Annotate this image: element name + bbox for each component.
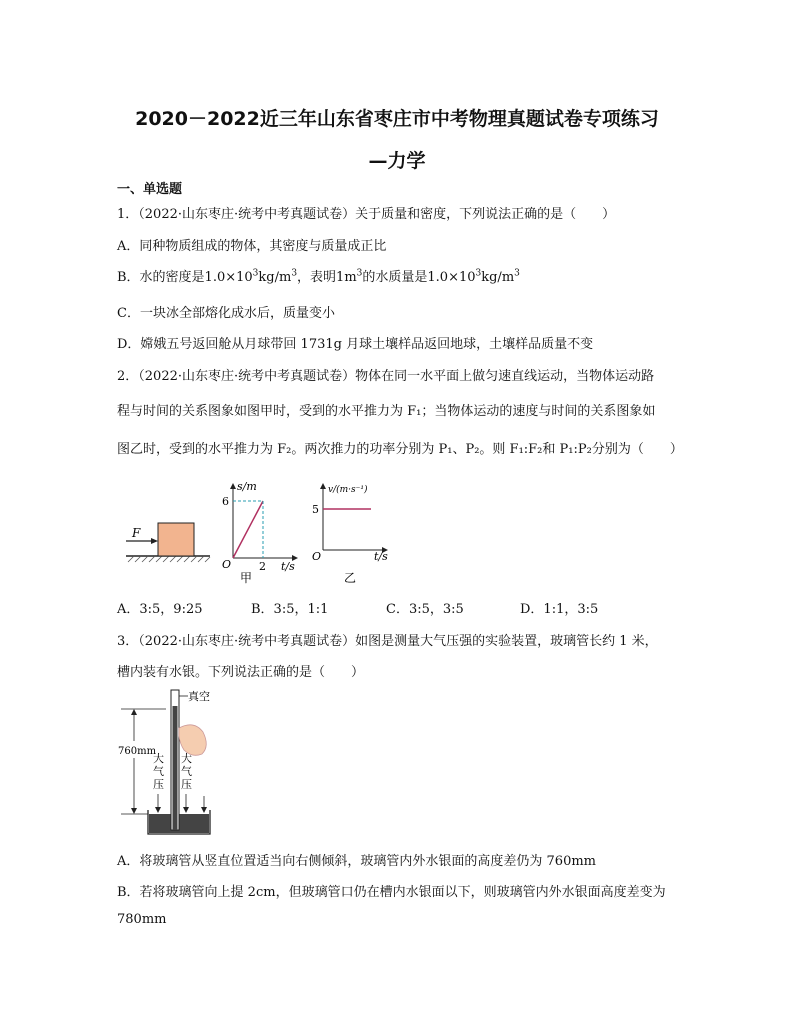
atm-label-right: 大气压: [181, 752, 192, 791]
q3-stem-line2: 槽内装有水银。下列说法正确的是（ ）: [117, 665, 365, 680]
q1-option-a: A．同种物质组成的物体，其密度与质量成正比: [117, 239, 387, 254]
q2-option-c: C．3:5，3:5: [386, 602, 464, 617]
q3-option-a: A．将玻璃管从竖直位置适当向右侧倾斜，玻璃管内外水银面的高度差仍为 760mm: [117, 854, 596, 869]
page-subtitle: —力学: [368, 150, 426, 172]
q1-option-b: B．水的密度是$1.0\times 10^3kg/m^3$，表明$1m^3$的水质量是$1.0\times 10^3kg/m^3$: [117, 268, 520, 285]
origin-a: O: [222, 558, 232, 571]
origin-b: O: [312, 550, 322, 563]
q2-stem-line2: 程与时间的关系图象如图甲时，受到的水平推力为 F₁；当物体运动的速度与时间的关系图象如: [117, 404, 656, 419]
atm-label-left: 大气压: [153, 752, 164, 791]
caption-yi: 乙: [344, 571, 357, 585]
q3-figure: [118, 686, 223, 838]
t-tick: 2: [259, 560, 266, 573]
vacuum-label: 真空: [188, 690, 210, 703]
q1-stem: 1．（2022·山东枣庄·统考中考真题试卷）关于质量和密度，下列说法正确的是（ ）: [117, 207, 616, 222]
q3-stem-line1: 3．（2022·山东枣庄·统考中考真题试卷）如图是测量大气压强的实验装置，玻璃管长约 1 米，: [117, 634, 658, 649]
t-axis-label-a: t/s: [281, 560, 295, 573]
caption-jia: 甲: [240, 571, 253, 585]
block: [158, 523, 194, 556]
q3-option-b-line1: B．若将玻璃管向上提 2cm，但玻璃管口仍在槽内水银面以下，则玻璃管内外水银面高度差变为: [117, 885, 666, 900]
s-t-graph: [222, 480, 298, 585]
t-axis-label-b: t/s: [374, 550, 388, 563]
s-tick: 6: [222, 495, 229, 508]
hand: [179, 725, 206, 756]
q1-option-c: C．一块冰全部熔化成水后，质量变小: [117, 306, 335, 321]
q3-option-b-line2: 780mm: [117, 912, 167, 927]
v-tick: 5: [312, 503, 319, 516]
v-t-graph: [312, 483, 388, 585]
q2-figure: [118, 478, 408, 586]
s-axis-label: s/m: [237, 480, 257, 493]
height-label: 760mm: [118, 746, 157, 757]
v-axis-label: v/(m·s⁻¹): [328, 485, 368, 495]
section-heading: 一、单选题: [117, 182, 183, 197]
q2-stem-line3: 图乙时，受到的水平推力为 F₂。两次推力的功率分别为 P₁、P₂。则 F₁:F₂和 P₁:P₂分别为（ ）: [117, 442, 683, 457]
page-title: 2020－2022近三年山东省枣庄市中考物理真题试卷专项练习: [135, 108, 659, 130]
q1-option-d: D．嫦娥五号返回舱从月球带回 1731g 月球土壤样品返回地球，土壤样品质量不变: [117, 337, 594, 352]
q2-option-d: D．1:1，3:5: [520, 602, 599, 617]
q2-option-a: A．3:5，9:25: [117, 602, 203, 617]
force-label: F: [132, 526, 141, 540]
q2-option-b: B．3:5，1:1: [251, 602, 329, 617]
block-diagram: [126, 523, 210, 562]
q2-stem-line1: 2．（2022·山东枣庄·统考中考真题试卷）物体在同一水平面上做匀速直线运动，当物体运动路: [117, 369, 655, 384]
